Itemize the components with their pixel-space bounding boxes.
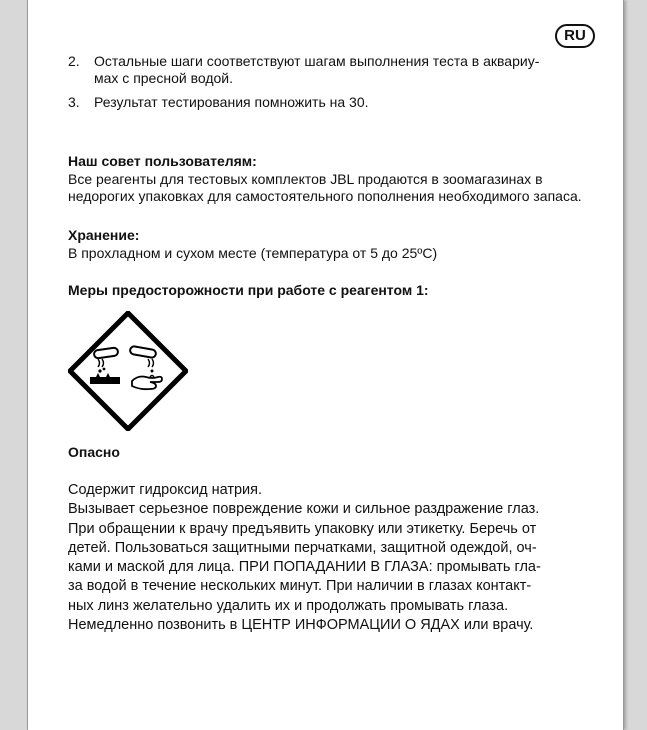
hazard-line: детей. Пользоваться защитными перчатками, защитной одеждой, оч- <box>68 539 537 556</box>
language-badge: RU <box>555 24 595 48</box>
hazard-line: Немедленно позвонить в ЦЕНТР ИНФОРМАЦИИ О ЯДАХ или врачу. <box>68 617 534 634</box>
step-text-line: мах с пресной водой. <box>94 70 233 86</box>
step-number: 3. <box>68 94 80 110</box>
hazard-line: за водой в течение нескольких минут. При наличии в глазах контакт- <box>68 578 532 595</box>
steps-list <box>68 53 578 118</box>
step-number: 2. <box>68 53 80 69</box>
list-item <box>68 94 578 111</box>
hazard-line: Вызывает серьезное повреждение кожи и сильное раздражение глаз. <box>68 501 540 518</box>
hazard-line: ных линз желательно удалить их и продолжать промывать глаза. <box>68 597 509 614</box>
advice-text: Все реагенты для тестовых комплектов JBL продаются в зоомагазинах в недорогих упаковках для самостоятельного пополнения необходимого запаса. <box>68 171 582 204</box>
hazard-line: При обращении к врачу предъявить упаковку или этикетку. Беречь от <box>68 520 537 537</box>
hazard-statements <box>68 481 608 635</box>
storage-text: В прохладном и сухом месте (температура от 5 до 25ºC) <box>68 245 438 261</box>
step-text-line: Остальные шаги соответствуют шагам выполнения теста в аквариу- <box>94 53 540 69</box>
corrosive-hazard-icon <box>68 311 188 431</box>
hazard-line: Содержит гидроксид натрия. <box>68 482 263 498</box>
advice-heading: Наш совет пользователям: <box>68 153 257 169</box>
list-item <box>68 53 578 87</box>
precautions-heading: Меры предосторожности при работе с реагентом 1: <box>68 282 429 298</box>
storage-heading: Хранение: <box>68 227 140 243</box>
signal-word: Опасно <box>68 444 120 460</box>
document-page <box>27 0 624 730</box>
step-text-line: Результат тестирования помножить на 30. <box>94 94 369 110</box>
hazard-line: ками и маской для лица. ПРИ ПОПАДАНИИ В ГЛАЗА: промывать гла- <box>68 559 541 576</box>
